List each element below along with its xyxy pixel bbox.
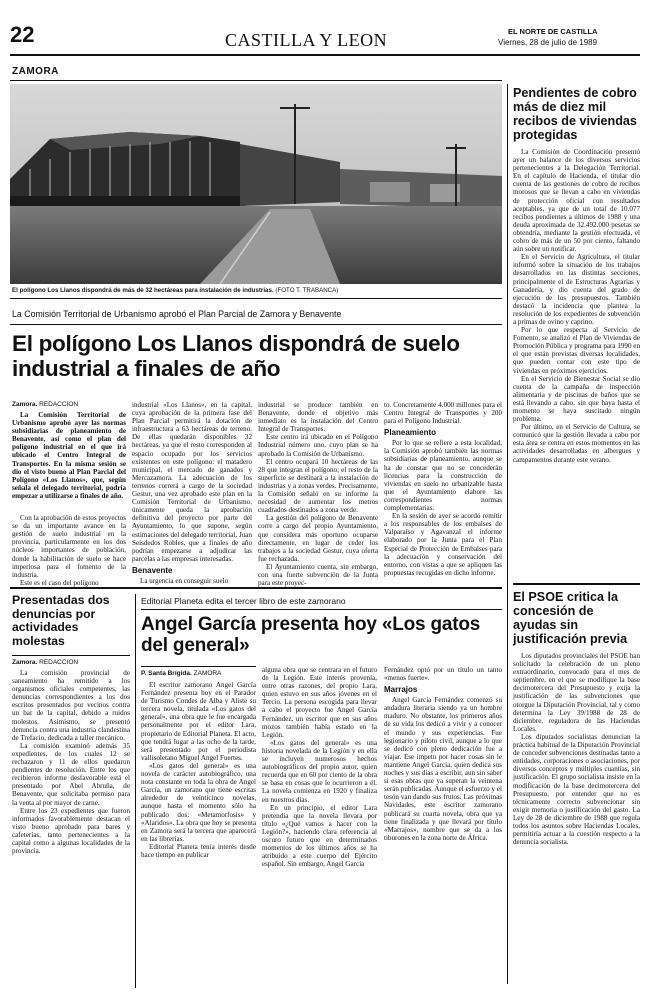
bottom-column-divider — [135, 594, 136, 988]
right-section-rule — [513, 583, 640, 585]
lead-headline: El polígono Los Llanos dispondrá de suelo industrial a finales de año — [12, 331, 460, 381]
right-top-paragraph: La Comisión de Coordinación presentó ayer un balance de los diversos servicios pertenecientes a la Delegación Territorial. En el capítulo de Hacienda, el titular dio cuenta de las gestiones de cobro de recibos morosos que se llevan a cabo en viviendas de protección oficial con resultados aceptables, ya que de un total de 10.077 recibos pendientes a últimos de 1988 y una deuda aproximada de 32.492.000 pesetas se obtendría, mediante la gestión efectuada, el cobro de más de un 50 por ciento, faltando aún sobre un notificar. — [513, 148, 640, 254]
lead-subhead-benavente: Benavente — [132, 565, 173, 575]
lead-col3-paragraph: industrial se produce también en Benavente, donde el objetivo más inmediato es la instalación del Centro Integral de Transportes. — [258, 401, 378, 434]
photo-credit: (FOTO T. TRABANCA) — [275, 287, 339, 294]
right-bottom-paragraph: Los diputados provinciales del PSOE han solicitado la celebración de un pleno extraordinario, convocado para el mes de septiembre, en el que se modifique la base decimotercera del Presupuesto y exija la justificación de las subvenciones que otorgue la Diputación Provincial, tal y como determina la Ley 39/1988 de 28 de diciembre, reguladora de las Haciendas Locales. — [513, 652, 640, 733]
lead-kicker: La Comisión Territorial de Urbanismo aprobó el Plan Parcial de Zamora y Benavente — [12, 309, 342, 319]
middle-byline-author: P. Santa Brígida. — [141, 670, 192, 677]
industrial-estate-photo — [10, 84, 502, 284]
right-bottom-paragraph: Los diputados socialistas denuncian la práctica habitual de la Diputación Provincial de conceder subvenciones destinadas tanto a entidades, corporaciones o asociaciones, por diversos conceptos y múltiples cuantías, sin justificación. El grupo socialista insiste en la modificación de la base decimotercera del Presupuesto, por entender que no es técnicamente correcto subvencionar sin exigir memoria o justificación del gasto. La Ley de 28 de diciembre de 1988 que regula todos los asuntos sobre Haciendas Locales, permitiría actuar a la cuestión respecto a la denuncia socialista. — [513, 732, 640, 847]
middle-bottom-headline: Angel García presenta hoy «Los gatos del general» — [141, 614, 481, 656]
middle-bottom-column-3 — [384, 666, 502, 988]
right-bottom-article — [513, 590, 640, 988]
lead-col4-paragraph: Por lo que se refiere a esta localidad, la Comisión aprobó también las normas subsidiarias de planeamiento, aunque se ha de constar que no se concederán licencias para la construcción de viviendas en suelo no urbanizable hasta que el Ayuntamiento elabore las correspondientes normas complementarias. — [384, 439, 502, 513]
left-bottom-byline-place: Zamora. — [12, 659, 38, 666]
lead-byline-place: Zamora. — [12, 401, 38, 408]
right-top-paragraph: Por último, en el Servicio de Cultura, se comunicó que la gestión llevada a cabo por esta área se centra en estos momentos en las actividades desarrolladas en albergues y campamentos durante este verano. — [513, 423, 640, 464]
left-bottom-article — [12, 594, 130, 988]
lead-column-3 — [258, 401, 378, 588]
middle-bottom-kicker: Editorial Planeta edita el tercer libro de este zamorano — [141, 596, 346, 606]
region-rule — [10, 80, 502, 81]
left-bottom-byline-agency: REDACCION — [39, 659, 79, 666]
middle-col1-paragraph: «Los gatos del general» es una novela de carácter autobiográfico, una nota constante en toda la obra de Angel García, un zamorano que tiene escritas alrededor de veinticinco novelas, aunque hasta el momento sólo ha publicado dos: «Metamorfosis» y «Alaridos». La obra que hoy se presenta en Zamora será la tercera que aparecerá en las librerías. — [141, 761, 256, 843]
photo-caption-text: El polígono Los Llanos dispondrá de más de 32 hectáreas para instalación de industrias. — [12, 287, 274, 294]
middle-col1-paragraph: El escritor zamorano Angel García Fernández presenta hoy en el Parador de Turismo Condes de Alba y Aliste su tercera novela, titulada «Los gatos del general», una obra que le fue encargada personalmente por el editor Lara, propietario de Editorial Planeta. El acto, que tendrá lugar a las ocho de la tarde, será presentado por el periodista vallisoletano Miguel Angel Fuertes. — [141, 681, 256, 762]
masthead-name: EL NORTE DE CASTILLA — [508, 27, 598, 36]
lead-col3-paragraph: El Ayuntamiento cuenta, sin embargo, con una fuerte subvención de la Junta para este proyec- — [258, 562, 378, 588]
right-top-headline: Pendientes de cobro más de diez mil recibos de viviendas protegidas — [513, 86, 637, 142]
left-bottom-paragraph: La comisión examinó además 35 expedientes, de los cuales 12 se rechazaron y 11 de ellos quedaron pendientes de resolución. Entre los que recibieron informe desfavorable está el presentado por Abel Abruña, de Benavente, que solicitaba permiso para la venta al por mayor de carne. — [12, 741, 130, 807]
region-label: ZAMORA — [12, 66, 59, 77]
middle-kicker-rule — [141, 609, 502, 610]
middle-col3-paragraph: Angel García Fernández comenzó su andadura literaria siendo ya un hombre maduro. No obstante, los primeros años de su vida los dedicó a vivir y a conocer el mundo y sus experiencias. Fue legionario y piloto civil, aunque a lo que se dedicó con pleno dedicación fue a viajar. Ese ímpetu por hacer cosas sin le mantiene Angel García, quien dedica sus noches y sus días a escribir, aun sin saber si esas obras que ya superan la veintena serán publicadas. Aunque el esfuerzo y el tesón van dando sus frutos. Las próximas Navidades, este escritor zamorano publicará su cuarta novela, obra que ya tiene finalizada y que llevará por título «Marrajos», nombre que se da a los tiburones en la zona norte de África. — [384, 696, 502, 842]
right-top-paragraph: En el Servicio de Agricultura, el titular informó sobre la situación de los trabajos desarrollados en las distintas secciones, principalmente el de Estructuras Agrarias y Ganadería, y dio cuenta del grado de ejecución de los presupuestos. También destacó la incidencia que plantea la resolución de los expedientes de subvención a primas de ovino y caprino. — [513, 253, 640, 326]
lead-intro: La Comisión Territorial de Urbanismo aprobó ayer las normas subsidiarias de planeamiento de Benavente, así como el plan del polígono industrial en el que irá ubicado el Centro Integral de Transportes. En la misma sesión se dio el visto bueno al Plan Parcial del Polígono «Los Llanos», que, según señala el delegado territorial, podría empezar a utilizarse a finales de año. — [12, 411, 126, 500]
lead-col3-paragraph: El centro ocupará 10 hectáreas de las 28 que integran el polígono; el resto de la superficie se destinará a la instalación de industrias y a zonas verdes. Precisamente, la Comisión señaló en su informe la necesidad de aumentar los metros cuadrados destinados a zona verde. — [258, 457, 378, 515]
lead-col1-paragraph: Con la aprobación de estos proyectos se da un importante avance en la gestión de suelo industrial en la provincia, particularmente en los dos núcleos importantes de población, donde la habilitación de suelo se hace imperiosa para el fomento de la industria. — [12, 514, 126, 579]
caption-rule — [10, 298, 502, 299]
left-bottom-headline: Presentadas dos denuncias por actividades molestas — [12, 593, 110, 648]
lead-col4-paragraph: to. Concretamente 4.000 millones para el Centro Integral de Transportes y 200 para el Polígono Industrial. — [384, 401, 502, 426]
left-bottom-paragraph: Entre los 23 expedientes que fueron informados favorablemente destacan el visto bueno aprobado para bares y cafeterías, tanto pertenecientes a la capital como a algunas localidades de la provincia. — [12, 806, 130, 856]
photo-caption — [12, 287, 502, 294]
masthead-date: Viernes, 28 de julio de 1989 — [498, 38, 598, 47]
lead-subhead-planeamiento: Planeamiento — [384, 428, 437, 438]
middle-byline — [141, 666, 256, 677]
middle-subhead-marrajos: Marrajos — [384, 685, 418, 695]
warehouse-photo-illustration — [10, 84, 502, 284]
middle-byline-place: ZAMORA — [193, 670, 222, 677]
lead-column-4 — [384, 401, 502, 581]
lead-byline-agency: REDACCION — [39, 401, 79, 408]
lead-col1-paragraph: Este es el caso del polígono — [20, 578, 99, 587]
right-column-divider — [507, 84, 508, 984]
lead-byline — [12, 401, 126, 408]
page-number: 22 — [10, 22, 35, 47]
lead-column-2 — [132, 401, 252, 585]
middle-col2-paragraph: En un principio, el editor Lara pretendía que la novela llevara por título «¿Qué vamos a hacer con la Legión?», haciendo clara referencia al oscuro futuro que en determinados momentos de los últimos años se ha atribuido a este cuerpo del Ejército español. Sin embargo, Angel García — [262, 803, 377, 869]
bottom-section-rule — [10, 587, 502, 589]
right-top-article — [513, 86, 640, 578]
right-top-paragraph: En el Servicio de Bienestar Social se dio cuenta de la campaña de inspección alimentaria y de piscinas de baños que se está llevando a cabo, sin que haya hasta el momento se haya suscitado ningún problema. — [513, 374, 640, 424]
lead-col2-paragraph: industrial «Los Llanos», en la capital, cuya aprobación de la primera fase del Plan Parcial permitirá la dotación de infraestructura a 63 hectáreas de terreno. De ellas quedarán disponibles 32 hectáreas, ya que el resto corresponden al espacio ocupado por los servicios existentes en este polígono: el matadero municipal, el mercado de ganados y Mercazamora. La adecuación de los terrenos correrá a cargo de la sociedad Gestur, una vez aprobado este plan en la Comisión Territorial de Urbanismo, únicamente queda la aprobación definitiva del proyecto por parte del Ayuntamiento, lo que supone, según estimaciones del delegado territorial, Juan Seisdedos Robles, que a finales de año podrían empezarse a adjudicar las parcelas a las empresas interesadas. — [132, 401, 252, 563]
left-bottom-byline — [12, 655, 130, 666]
lead-col3-paragraph: Este centro irá ubicado en el Polígono Industrial número uno, cuyo plan se ha aprobado la Comisión de Urbanismo. — [258, 433, 378, 458]
right-bottom-headline: El PSOE critica la concesión de ayudas sin justificación previa — [513, 590, 628, 646]
left-bottom-paragraph: La comisión provincial de saneamiento ha remitido a los organismos oficiales competentes, las denuncias correspondientes a los dos escritos presentados por vecinos contra un bar de la capital, debido a ruidos molestos. Asimismo, se presentó denuncia contra una industria clandestina de Trefacio, dedicada a taller mecánico. — [12, 669, 130, 742]
middle-bottom-column-1 — [141, 666, 256, 988]
middle-col2-paragraph: alguna obra que se centrara en el futuro de la Legión. Este interés provenía, entre otras razones, del propio Lara, quien estuvo en sus años jóvenes en el Tercio. La persona escogida para llevar a cabo el proyecto fue Angel García Fernández, un escritor que en sus años mozos también había estado en la Legión. — [262, 666, 377, 739]
header-rule — [10, 54, 640, 56]
middle-col1-paragraph: Editorial Planeta tenía interés desde hace tiempo en publicar — [141, 842, 256, 859]
lead-column-1 — [12, 401, 126, 587]
section-title: CASTILLA Y LEON — [225, 30, 388, 50]
lead-col3-paragraph: La gestión del polígono de Benavente corre a cargo del propio Ayuntamiento, que considera más oportuno ocuparse directamente, en lugar de ceder los trabajos a la sociedad Gestur, cuya oferta fue rechazada. — [258, 514, 378, 563]
kicker-rule — [10, 324, 502, 325]
middle-col3-paragraph: Fernández optó por un título un tanto «menos fuerte». — [384, 666, 502, 683]
lead-col2-paragraph: La urgencia en conseguir suelo — [140, 576, 229, 585]
middle-bottom-column-2 — [262, 666, 377, 988]
lead-col4-paragraph: En la sesión de ayer se acordó remitir a los responsables de los embalses de Valparaíso y Agavanzal el informe elaborado por la Junta para el Plan Especial de Protección de Embalses para la adecuación y conservación del entorno, con vistas a que se apliquen las propuestas recogidas en dicho informe. — [384, 512, 502, 577]
middle-col2-paragraph: «Los gatos del general» es una historia novelada de la Legión y en ella se incluyen numerosos hechos autobiográficos del propio autor, quien recuerda que en 60 por ciento de la obra se basa en cosas que le ocurrieron a él. La novela comienza en 1920 y finaliza en nuestros días. — [262, 738, 377, 804]
right-top-paragraph: Por lo que respecta al Servicio de Fomento, se analizó el Plan de Viviendas de Promoción Pública y programa para 1990 en el que están previstas diversas localidades, que pueden contar con este tipo de viviendas en próximos ejercicios. — [513, 326, 640, 375]
